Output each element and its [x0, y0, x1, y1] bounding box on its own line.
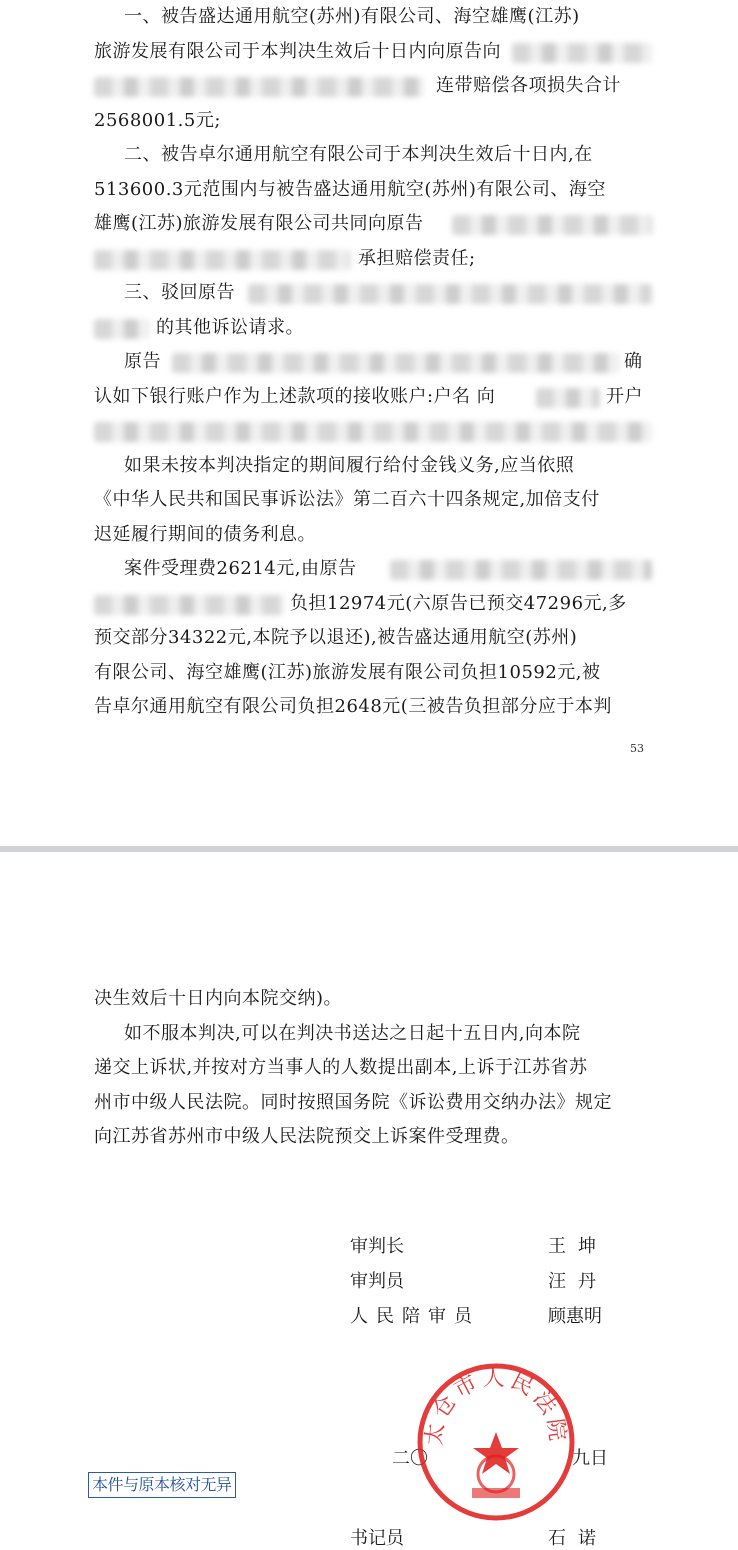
text-line	[0, 104, 738, 138]
text-segment: 承担赔偿责任;	[358, 247, 476, 269]
text-segment: 认如下银行账户作为上述款项的接收账户:户名 向	[94, 385, 496, 407]
signature-juror-role: 人民陪审员	[350, 1306, 480, 1327]
text-line	[0, 35, 738, 69]
redacted-text	[452, 215, 652, 235]
text-line	[0, 138, 738, 172]
text-line	[0, 1120, 738, 1154]
text-segment: 递交上诉状,并按对方当事人的人数提出副本,上诉于江苏省苏	[94, 1057, 588, 1078]
text-segment: 二、被告卓尔通用航空有限公司于本判决生效后十日内,在	[124, 144, 593, 165]
text-line	[0, 587, 738, 621]
text-segment: 案件受理费26214元,由原告	[124, 558, 357, 579]
text-segment: 《中华人民共和国民事诉讼法》第二百六十四条规定,加倍支付	[94, 489, 600, 510]
text-segment: 如不服本判决,可以在判决书送达之日起十五日内,向本院	[124, 1022, 581, 1044]
signature-clerk-name: 石诺	[548, 1528, 608, 1549]
text-line	[0, 242, 738, 276]
text-segment: 513600.3元范围内与被告盛达通用航空(苏州)有限公司、海空	[94, 178, 606, 200]
text-line	[0, 449, 738, 483]
redacted-text	[94, 250, 350, 270]
redacted-text	[172, 353, 620, 373]
text-line	[0, 656, 738, 690]
text-segment: 向江苏省苏州市中级人民法院预交上诉案件受理费。	[94, 1126, 520, 1147]
text-line	[0, 345, 738, 379]
signature-clerk-role: 书记员	[350, 1528, 404, 1549]
text-line	[0, 1086, 738, 1120]
text-line	[0, 483, 738, 517]
judgment-date-right: 九日	[572, 1448, 608, 1469]
redacted-text	[512, 43, 652, 63]
text-line	[0, 207, 738, 241]
signature-judge-role: 审判长	[350, 1236, 404, 1257]
text-segment: 如果未按本判决指定的期间履行给付金钱义务,应当依照	[124, 454, 575, 476]
redacted-text	[390, 560, 652, 580]
signature-judge2-role: 审判员	[350, 1271, 404, 1292]
text-segment: 原告	[124, 351, 161, 372]
text-segment: 确	[624, 351, 643, 372]
text-line	[0, 0, 738, 34]
text-segment: 连带赔偿各项损失合计	[436, 75, 621, 96]
text-line	[0, 69, 738, 103]
judgment-date-left: 二〇	[392, 1448, 428, 1469]
redacted-text	[94, 422, 652, 442]
text-segment: 雄鹰(江苏)旅游发展有限公司共同向原告	[94, 213, 424, 234]
text-line	[0, 690, 738, 724]
signature-judge-name: 王坤	[548, 1236, 608, 1257]
seal-text: 太仓市人民法院	[421, 1366, 571, 1447]
redacted-text	[94, 319, 150, 339]
certified-copy-stamp: 本件与原本核对无异	[88, 1472, 236, 1498]
text-segment: 有限公司、海空雄鹰(江苏)旅游发展有限公司负担10592元,被	[94, 661, 601, 683]
document-page-54	[0, 852, 738, 1548]
text-segment: 一、被告盛达通用航空(苏州)有限公司、海空雄鹰(江苏)	[124, 6, 580, 27]
text-segment: 开户	[606, 385, 643, 407]
redacted-text	[248, 284, 652, 304]
text-line	[0, 173, 738, 207]
text-segment: 的其他诉讼请求。	[156, 316, 304, 338]
text-segment: 州市中级人民法院。同时按照国务院《诉讼费用交纳办法》规定	[94, 1091, 612, 1113]
text-line	[0, 414, 738, 448]
text-segment: 2568001.5元;	[94, 109, 221, 131]
text-segment: 告卓尔通用航空有限公司负担2648元(三被告负担部分应于本判	[94, 696, 612, 717]
signature-judge2-name: 汪丹	[548, 1271, 608, 1292]
text-line	[0, 380, 738, 414]
text-segment: 迟延履行期间的债务利息。	[94, 523, 316, 545]
page-number: 53	[630, 742, 644, 755]
text-line	[0, 1017, 738, 1051]
text-line	[0, 552, 738, 586]
text-line	[0, 311, 738, 345]
text-segment: 负担12974元(六原告已预交47296元,多	[290, 592, 627, 614]
signature-juror-name: 顾惠明	[548, 1306, 602, 1327]
text-segment: 旅游发展有限公司于本判决生效后十日内向原告向	[94, 40, 501, 62]
text-line	[0, 982, 738, 1016]
redacted-text	[94, 595, 284, 615]
text-segment: 决生效后十日内向本院交纳)。	[94, 988, 343, 1009]
text-line	[0, 621, 738, 655]
text-line	[0, 1051, 738, 1085]
text-segment: 预交部分34322元,本院予以退还),被告盛达通用航空(苏州)	[94, 627, 578, 648]
redacted-text	[536, 388, 600, 408]
text-segment: 三、驳回原告	[124, 282, 235, 303]
text-line	[0, 518, 738, 552]
text-line	[0, 276, 738, 310]
redacted-text	[94, 77, 424, 97]
